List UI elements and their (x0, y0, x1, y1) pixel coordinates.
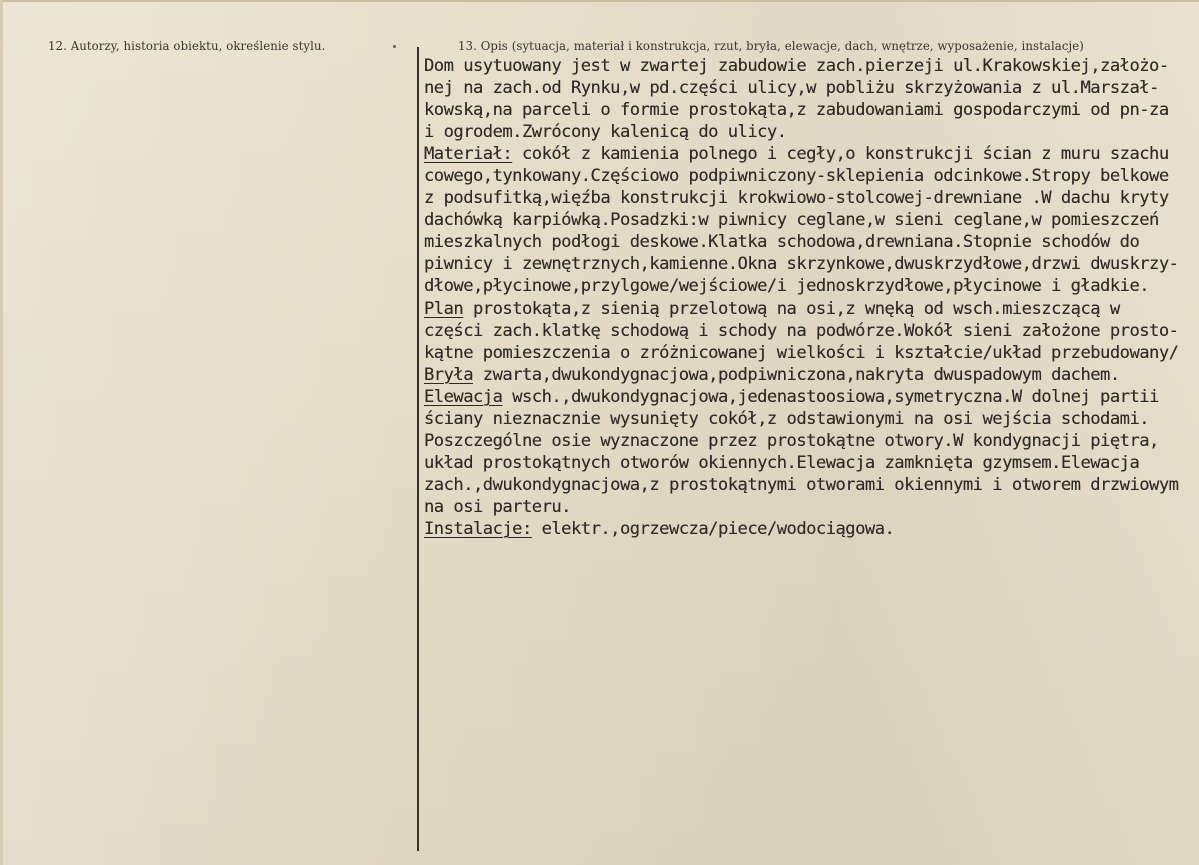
description-text-segment: zach.,dwukondygnacjowa,z prostokątnymi otworami okiennymi i otworem drzwiowym (424, 474, 1179, 495)
description-text-segment: Poszczególne osie wyznaczone przez prostokątne otwory.W kondygnacji piętra, (424, 430, 1159, 451)
description-text-segment: części zach.klatkę schodową i schody na podwórze.Wokół sieni założone prosto- (424, 320, 1179, 341)
description-text-segment: cokół z kamienia polnego i cegły,o konstrukcji ścian z muru szachu (512, 144, 1169, 165)
description-line (424, 474, 1184, 496)
description-text-segment: mieszkalnych podłogi deskowe.Klatka schodowa,drewniana.Stopnie schodów do (424, 232, 1140, 253)
description-text-segment: wsch.,dwukondygnacjowa,jedenastoosiowa,symetryczna.W dolnej partii (502, 386, 1159, 407)
description-line (424, 209, 1184, 231)
description-text-segment: dłowe,płycinowe,przylgowe/wejściowe/i jednoskrzydłowe,płycinowe i gładkie. (424, 276, 1150, 297)
section-label: Bryła (424, 364, 473, 385)
description-line (424, 386, 1184, 408)
description-line (424, 364, 1184, 386)
description-line (424, 253, 1184, 275)
description-line (424, 452, 1184, 474)
description-line (424, 77, 1184, 99)
description-line (424, 408, 1184, 430)
section-label: Plan (424, 298, 464, 319)
small-dot-mark (393, 45, 396, 48)
description-line (424, 55, 1184, 77)
description-text-segment: kowską,na parceli o formie prostokąta,z zabudowaniami gospodarczymi od pn-za (424, 100, 1169, 121)
description-text-segment: na osi parteru. (424, 496, 571, 517)
description-line (424, 342, 1184, 364)
section-label: Instalacje: (424, 518, 532, 539)
description-text-segment: piwnicy i zewnętrznych,kamienne.Okna skrzynkowe,dwuskrzydłowe,drzwi dwuskrzy- (424, 254, 1179, 275)
section-label: Materiał: (424, 144, 513, 165)
description-text-segment: elektr.,ogrzewcza/piece/wodociągowa. (531, 518, 895, 539)
description-text-segment: z podsufitką,więźba konstrukcji krokwiowo-stolcowej-drewniane .W dachu kryty (424, 188, 1169, 209)
description-line (424, 275, 1184, 297)
field-12-heading: 12. Autorzy, historia obiektu, określenie stylu. (48, 39, 326, 53)
description-line (424, 143, 1184, 165)
description-line (424, 187, 1184, 209)
description-line (424, 320, 1184, 342)
left-edge-rule (0, 0, 3, 865)
description-text-segment: i ogrodem.Zwrócony kalenicą do ulicy. (424, 122, 787, 143)
section-label: Elewacja (424, 386, 503, 407)
typewritten-description (424, 55, 1184, 540)
description-text-segment: nej na zach.od Rynku,w pd.części ulicy,w pobliżu skrzyżowania z ul.Marszał- (424, 78, 1159, 99)
description-text-segment: układ prostokątnych otworów okiennych.Elewacja zamknięta gzymsem.Elewacja (424, 452, 1140, 473)
description-line (424, 99, 1184, 121)
column-divider (417, 47, 419, 851)
description-line (424, 496, 1184, 518)
description-text-segment: prostokąta,z sienią przelotową na osi,z wnęką od wsch.mieszczącą w (463, 298, 1120, 319)
description-text-segment: cowego,tynkowany.Częściowo podpiwniczony-sklepienia odcinkowe.Stropy belkowe (424, 166, 1169, 187)
description-text-segment: Dom usytuowany jest w zwartej zabudowie zach.pierzeji ul.Krakowskiej,założo- (424, 56, 1169, 76)
description-line (424, 298, 1184, 320)
description-line (424, 231, 1184, 253)
description-line (424, 518, 1184, 540)
description-line (424, 165, 1184, 187)
description-text-segment: dachówką karpiówką.Posadzki:w piwnicy ceglane,w sieni ceglane,w pomieszczeń (424, 210, 1159, 231)
description-line (424, 430, 1184, 452)
description-text-segment: kątne pomieszczenia o zróżnicowanej wielkości i kształcie/układ przebudowany/ (424, 342, 1179, 363)
description-line (424, 121, 1184, 143)
description-text-segment: zwarta,dwukondygnacjowa,podpiwniczona,nakryta dwuspadowym dachem. (473, 364, 1120, 385)
field-13-heading: 13. Opis (sytuacja, materiał i konstrukcja, rzut, bryła, elewacje, dach, wnętrze, wyposażenie, instalacje) (458, 39, 1084, 53)
top-edge-rule (0, 0, 1199, 2)
description-text-segment: ściany nieznacznie wysunięty cokół,z odstawionymi na osi wejścia schodami. (424, 408, 1150, 429)
